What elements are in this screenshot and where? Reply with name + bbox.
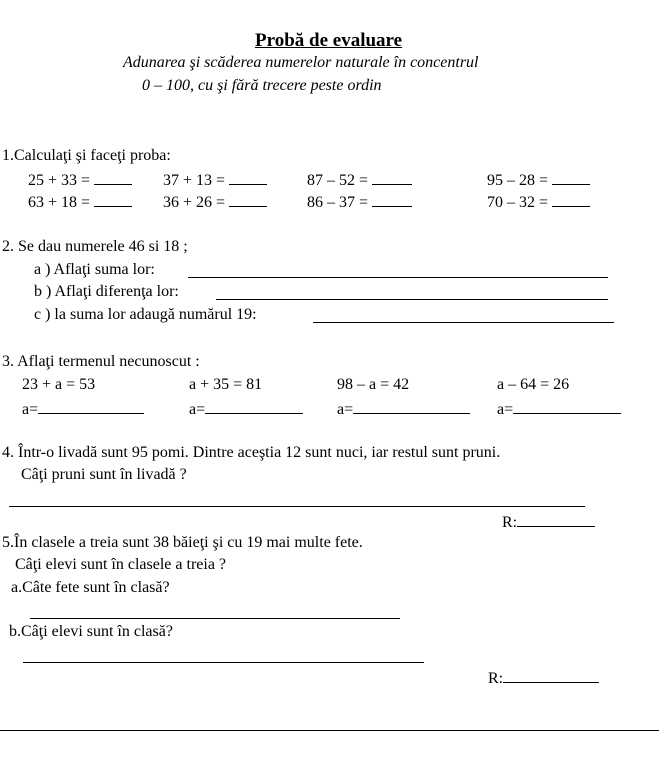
ex1-answer-blank[interactable] bbox=[372, 170, 412, 185]
ex2-heading: 2. Se dau numerele 46 si 18 ; bbox=[2, 238, 188, 255]
ex1-expression: 87 – 52 = bbox=[307, 172, 369, 189]
ex3-answer bbox=[337, 399, 470, 419]
ex1-item bbox=[487, 192, 590, 212]
ex1-answer-blank[interactable] bbox=[372, 192, 412, 207]
ex1-answer-blank[interactable] bbox=[552, 170, 590, 185]
ex1-expression: 95 – 28 = bbox=[487, 172, 549, 189]
ex3-answer bbox=[22, 399, 144, 419]
ex1-answer-blank[interactable] bbox=[94, 192, 132, 207]
ex1-expression: 36 + 26 = bbox=[163, 194, 226, 211]
ex4-answer-blank[interactable] bbox=[517, 512, 595, 527]
ex1-answer-blank[interactable] bbox=[229, 192, 267, 207]
ex3-equation: a + 35 = 81 bbox=[189, 376, 263, 393]
ex3-equation: 23 + a = 53 bbox=[22, 376, 96, 393]
ex5-statement: 5.În clasele a treia sunt 38 băieţi şi cu 19 mai multe fete. bbox=[2, 534, 363, 551]
ex2-answer-line-a[interactable] bbox=[188, 277, 608, 278]
ex1-item bbox=[163, 170, 267, 190]
ex1-expression: 25 + 33 = bbox=[28, 172, 91, 189]
ex3-heading: 3. Aflaţi termenul necunoscut : bbox=[2, 353, 200, 370]
ex4-work-line[interactable] bbox=[9, 506, 585, 507]
ex3-answer-prefix: a= bbox=[22, 401, 39, 418]
ex4-statement: 4. Într-o livadă sunt 95 pomi. Dintre aceştia 12 sunt nuci, iar restul sunt pruni. bbox=[2, 444, 501, 461]
ex1-expression: 37 + 13 = bbox=[163, 172, 226, 189]
ex5-part-a: a.Câte fete sunt în clasă? bbox=[11, 579, 170, 596]
ex3-equation: a – 64 = 26 bbox=[497, 376, 570, 393]
ex1-expression: 86 – 37 = bbox=[307, 194, 369, 211]
ex1-answer-blank[interactable] bbox=[94, 170, 132, 185]
ex1-answer-blank[interactable] bbox=[229, 170, 267, 185]
ex3-answer-prefix: a= bbox=[497, 401, 514, 418]
ex1-item bbox=[28, 170, 132, 190]
ex3-answer-blank[interactable] bbox=[353, 399, 470, 414]
ex4-answer bbox=[502, 512, 595, 532]
subtitle-line-1: Adunarea şi scăderea numerelor naturale în concentrul bbox=[123, 54, 479, 71]
ex3-answer-prefix: a= bbox=[189, 401, 206, 418]
ex1-item bbox=[163, 192, 267, 212]
ex2-part-a: a ) Aflaţi suma lor: bbox=[34, 261, 155, 278]
ex5-answer bbox=[488, 668, 599, 688]
ex4-question: Câţi pruni sunt în livadă ? bbox=[21, 466, 187, 483]
ex2-answer-line-b[interactable] bbox=[216, 299, 608, 300]
ex1-answer-blank[interactable] bbox=[552, 192, 590, 207]
ex5-answer-line-a[interactable] bbox=[30, 618, 400, 619]
ex2-answer-line-c[interactable] bbox=[313, 322, 614, 323]
ex3-answer-blank[interactable] bbox=[205, 399, 303, 414]
ex3-equation: 98 – a = 42 bbox=[337, 376, 410, 393]
ex4-answer-label: R: bbox=[502, 514, 518, 531]
ex3-answer-blank[interactable] bbox=[513, 399, 621, 414]
ex5-answer-line-b[interactable] bbox=[23, 662, 424, 663]
ex1-expression: 70 – 32 = bbox=[487, 194, 549, 211]
ex1-item bbox=[307, 170, 412, 190]
ex5-answer-blank[interactable] bbox=[503, 668, 599, 683]
ex3-answer bbox=[497, 399, 621, 419]
ex5-answer-label: R: bbox=[488, 670, 504, 687]
ex2-part-c: c ) la suma lor adaugă numărul 19: bbox=[34, 306, 257, 323]
ex1-expression: 63 + 18 = bbox=[28, 194, 91, 211]
ex1-item bbox=[487, 170, 590, 190]
ex3-answer-blank[interactable] bbox=[38, 399, 144, 414]
page-title: Probă de evaluare bbox=[255, 30, 403, 51]
ex1-item bbox=[28, 192, 132, 212]
ex3-answer-prefix: a= bbox=[337, 401, 354, 418]
ex1-heading: 1.Calculaţi şi faceţi proba: bbox=[2, 147, 171, 164]
ex5-question: Câţi elevi sunt în clasele a treia ? bbox=[15, 556, 227, 573]
ex1-item bbox=[307, 192, 412, 212]
ex3-answer bbox=[189, 399, 303, 419]
page-bottom-divider bbox=[0, 730, 659, 731]
subtitle-line-2: 0 – 100, cu şi fără trecere peste ordin bbox=[142, 77, 382, 94]
ex2-part-b: b ) Aflaţi diferenţa lor: bbox=[34, 283, 179, 300]
ex5-part-b: b.Câţi elevi sunt în clasă? bbox=[9, 623, 173, 640]
